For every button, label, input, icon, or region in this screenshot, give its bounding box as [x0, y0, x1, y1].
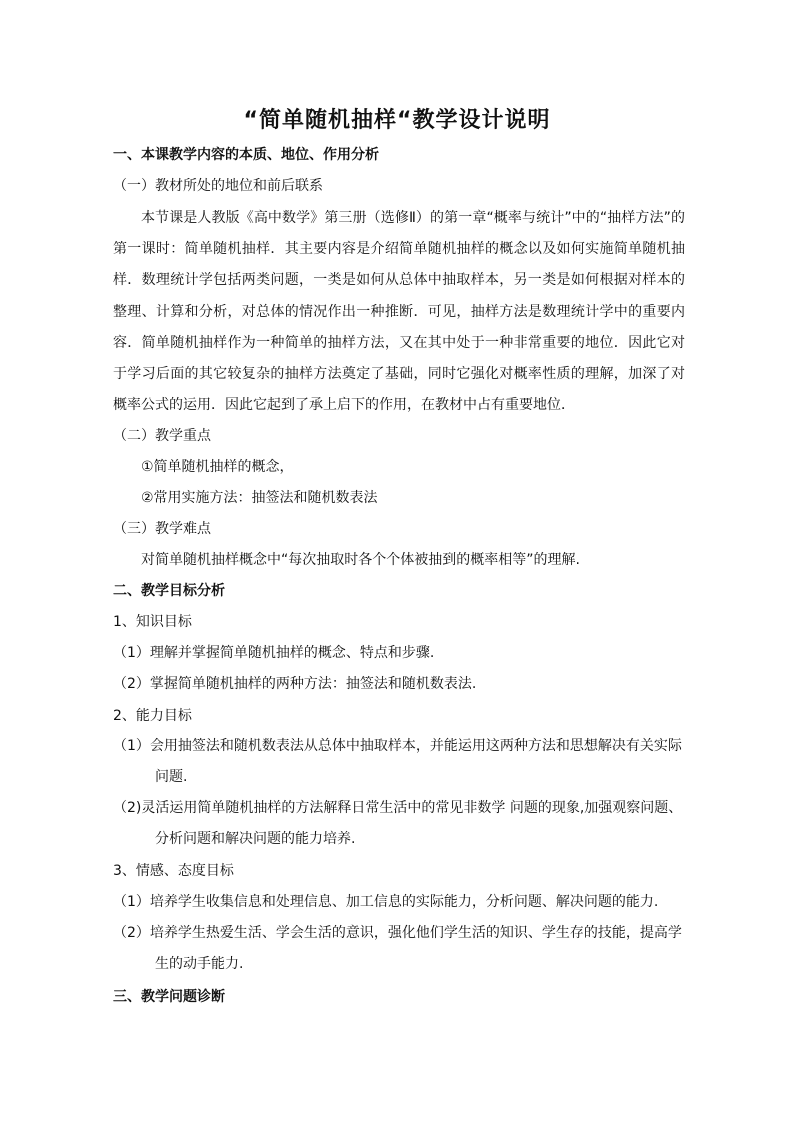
section-1-heading: 一、本课教学内容的本质、地位、作用分析 — [113, 147, 379, 163]
knowledge-goal-1: （1）理解并掌握简单随机抽样的概念、特点和步骤. — [113, 645, 435, 661]
emotion-goal-1: （1）培养学生收集信息和处理信息、加工信息的实际能力，分析问题、解决问题的能力. — [113, 894, 659, 910]
key-point-1: ①简单随机抽样的概念， — [141, 459, 294, 475]
emotion-goal-2: （2）培养学生热爱生活、学会生活的意识，强化他们学生活的知识、学生存的技能，提高学生的动手能力. — [113, 925, 682, 973]
difficulty-text: 对简单随机抽样概念中“每次抽取时各个个体被抽到的概率相等”的理解. — [141, 552, 580, 568]
ability-goal-2: （2)灵活运用简单随机抽样的方法解释日常生活中的常见非数学 问题的现象,加强观察问题、分析问题和解决问题的能力培养. — [113, 800, 683, 848]
position-paragraph: 本节课是人教版《高中数学》第三册（选修Ⅱ）的第一章“概率与统计”中的“抽样方法”的第一课时：简单随机抽样．其主要内容是介绍简单随机抽样的概念以及如何实施简单随机抽样．数理统计学包括两类问题，一类是如何从总体中抽取样本，另一类是如何根据对样本的整理、计算和分析，对总体的情况作出一种推断．可见，抽样方法是数理统计学中的重要内容．简单随机抽样作为一种简单的抽样方法，又在其中处于一种非常重要的地位．因此它对于学习后面的其它较复杂的抽样方法奠定了基础，同时它强化对概率性质的理解，加深了对概率公式的运用．因此它起到了承上启下的作用，在教材中占有重要地位． — [113, 210, 685, 414]
key-point-2: ②常用实施方法：抽签法和随机数表法 — [141, 490, 378, 506]
subsection-position-heading: （一）教材所处的地位和前后联系 — [113, 178, 323, 194]
section-2-heading: 二、教学目标分析 — [113, 583, 225, 599]
knowledge-goals-title: 1、知识目标 — [113, 614, 192, 630]
document-title: “简单随机抽样“教学设计说明 — [243, 108, 551, 133]
ability-goals-title: 2、能力目标 — [113, 708, 192, 724]
section-3-heading: 三、教学问题诊断 — [113, 989, 225, 1005]
subsection-difficulty-heading: （三）教学难点 — [113, 521, 211, 537]
ability-goal-1: （1）会用抽签法和随机数表法从总体中抽取样本，并能运用这两种方法和思想解决有关实际问题. — [113, 738, 682, 786]
subsection-key-points-heading: （二）教学重点 — [113, 428, 211, 444]
emotion-goals-title: 3、情感、态度目标 — [113, 863, 234, 879]
knowledge-goal-2: （2）掌握简单随机抽样的两种方法：抽签法和随机数表法. — [113, 676, 477, 692]
